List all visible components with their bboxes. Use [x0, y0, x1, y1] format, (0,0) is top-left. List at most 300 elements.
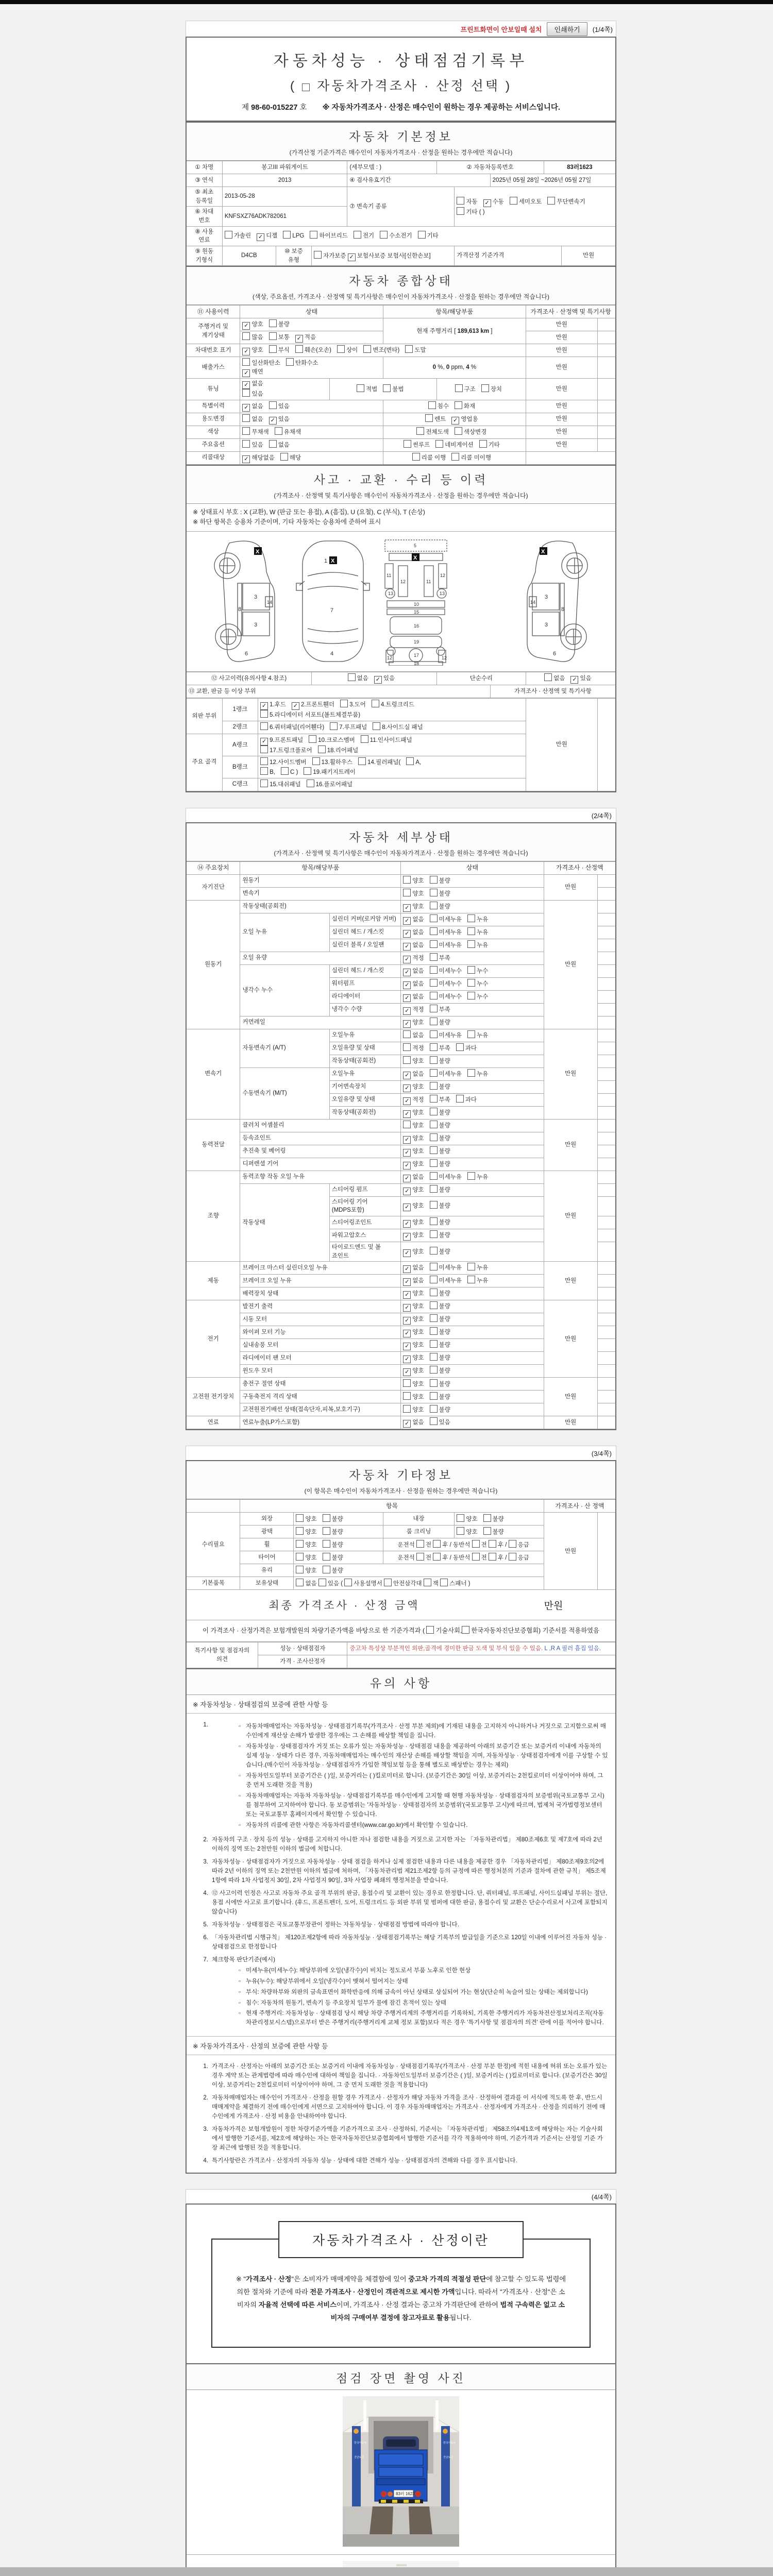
checkbox-option[interactable] [403, 876, 424, 886]
checkbox-option[interactable] [405, 345, 426, 355]
checkbox-option[interactable] [281, 767, 298, 777]
print-button[interactable]: 인쇄하기 [547, 22, 587, 36]
checkbox-option[interactable] [403, 967, 424, 976]
checkbox-option[interactable] [373, 722, 423, 732]
checkbox-option[interactable] [403, 1160, 424, 1170]
checkbox-option[interactable] [280, 453, 301, 463]
checkbox-checked[interactable]: ✓ [403, 1278, 411, 1286]
checkbox-unchecked[interactable] [430, 889, 438, 896]
checkbox-option[interactable] [430, 1327, 450, 1337]
checkbox-unchecked[interactable] [302, 83, 310, 91]
checkbox-unchecked[interactable] [544, 673, 552, 681]
checkbox-option[interactable] [430, 1340, 450, 1350]
checkbox-option[interactable] [451, 453, 491, 463]
checkbox-checked[interactable]: ✓ [403, 1110, 411, 1118]
checkbox-option[interactable] [286, 358, 318, 368]
checkbox-unchecked[interactable] [403, 1379, 411, 1387]
checkbox-option[interactable] [307, 779, 353, 789]
checkbox-unchecked[interactable] [457, 197, 464, 205]
checkbox-unchecked[interactable] [430, 914, 438, 922]
checkbox-checked[interactable]: ✓ [403, 943, 411, 951]
checkbox-unchecked[interactable] [416, 1553, 424, 1561]
checkbox-option[interactable] [430, 1108, 450, 1117]
checkbox-option[interactable] [357, 384, 377, 394]
checkbox-unchecked[interactable] [456, 1043, 464, 1051]
checkbox-unchecked[interactable] [430, 940, 438, 948]
checkbox-checked[interactable]: ✓ [403, 1072, 411, 1079]
checkbox-option[interactable] [383, 384, 404, 394]
checkbox-option[interactable] [269, 319, 290, 329]
checkbox-unchecked[interactable] [426, 1626, 434, 1634]
checkbox-option[interactable] [455, 427, 486, 437]
checkbox-checked[interactable]: ✓ [403, 1265, 411, 1273]
checkbox-option[interactable] [242, 320, 263, 330]
checkbox-unchecked[interactable] [467, 1276, 475, 1283]
checkbox-option[interactable] [455, 401, 475, 411]
checkbox-unchecked[interactable] [296, 1514, 304, 1522]
checkbox-option[interactable] [467, 1030, 488, 1040]
checkbox-option[interactable] [416, 427, 448, 437]
checkbox-unchecked[interactable] [275, 427, 282, 435]
checkbox-option[interactable] [318, 745, 358, 755]
checkbox-option[interactable] [403, 1019, 424, 1028]
checkbox-unchecked[interactable] [307, 779, 314, 787]
checkbox-option[interactable] [430, 966, 462, 976]
checkbox-unchecked[interactable] [242, 427, 250, 435]
checkbox-unchecked[interactable] [457, 207, 464, 215]
checkbox-option[interactable] [260, 757, 307, 767]
checkbox-unchecked[interactable] [384, 1579, 392, 1586]
checkbox-option[interactable] [269, 401, 290, 411]
checkbox-option[interactable] [323, 1514, 343, 1524]
checkbox-checked[interactable]: ✓ [403, 969, 411, 976]
checkbox-option[interactable] [330, 722, 367, 732]
checkbox-unchecked[interactable] [242, 358, 250, 366]
checkbox-option[interactable] [242, 380, 263, 389]
checkbox-option[interactable] [430, 876, 450, 886]
checkbox-unchecked[interactable] [430, 1379, 438, 1387]
checkbox-unchecked[interactable] [430, 1056, 438, 1064]
checkbox-option[interactable] [260, 767, 275, 777]
checkbox-unchecked[interactable] [467, 1263, 475, 1270]
checkbox-unchecked[interactable] [340, 700, 348, 707]
checkbox-option[interactable] [430, 1185, 450, 1195]
checkbox-option[interactable] [403, 1231, 424, 1241]
checkbox-unchecked[interactable] [318, 745, 326, 753]
checkbox-option[interactable] [348, 673, 368, 683]
checkbox-unchecked[interactable] [354, 231, 361, 239]
checkbox-unchecked[interactable] [304, 767, 311, 775]
checkbox-checked[interactable]: ✓ [292, 702, 299, 710]
checkbox-option[interactable] [430, 1276, 462, 1285]
checkbox-unchecked[interactable] [430, 1276, 438, 1283]
checkbox-option[interactable] [430, 1146, 450, 1156]
checkbox-option[interactable] [430, 1379, 450, 1389]
checkbox-unchecked[interactable] [310, 231, 317, 239]
checkbox-checked[interactable]: ✓ [403, 930, 411, 938]
checkbox-option[interactable] [430, 1289, 450, 1298]
checkbox-unchecked[interactable] [424, 1579, 431, 1586]
checkbox-unchecked[interactable] [467, 914, 475, 922]
checkbox-option[interactable] [430, 1005, 450, 1014]
checkbox-option[interactable] [403, 1341, 424, 1350]
checkbox-unchecked[interactable] [323, 1527, 330, 1535]
checkbox-checked[interactable]: ✓ [403, 1188, 411, 1195]
checkbox-unchecked[interactable] [430, 1185, 438, 1193]
checkbox-unchecked[interactable] [430, 1263, 438, 1270]
checkbox-option[interactable] [430, 1405, 450, 1415]
checkbox-option[interactable] [340, 700, 366, 709]
checkbox-option[interactable] [430, 1121, 450, 1130]
checkbox-checked[interactable]: ✓ [374, 676, 382, 684]
checkbox-checked[interactable]: ✓ [260, 738, 268, 745]
checkbox-option[interactable] [309, 735, 355, 745]
checkbox-option[interactable] [403, 1354, 424, 1363]
checkbox-unchecked[interactable] [286, 358, 294, 366]
checkbox-unchecked[interactable] [472, 1540, 480, 1548]
checkbox-option[interactable] [403, 1290, 424, 1299]
checkbox-option[interactable] [242, 332, 263, 342]
checkbox-unchecked[interactable] [260, 722, 268, 730]
checkbox-unchecked[interactable] [457, 1527, 464, 1535]
checkbox-option[interactable] [510, 197, 542, 207]
checkbox-option[interactable] [358, 757, 400, 767]
checkbox-option[interactable] [403, 993, 424, 1002]
checkbox-unchecked[interactable] [430, 1030, 438, 1038]
checkbox-option[interactable] [295, 333, 316, 343]
checkbox-unchecked[interactable] [323, 1566, 330, 1573]
checkbox-unchecked[interactable] [430, 927, 438, 935]
checkbox-unchecked[interactable] [405, 345, 413, 353]
checkbox-option[interactable] [430, 927, 462, 937]
checkbox-option[interactable] [260, 722, 324, 732]
checkbox-unchecked[interactable] [489, 1553, 496, 1561]
checkbox-checked[interactable]: ✓ [403, 1420, 411, 1428]
checkbox-unchecked[interactable] [416, 1540, 424, 1548]
checkbox-unchecked[interactable] [296, 1540, 304, 1548]
checkbox-unchecked[interactable] [323, 1514, 330, 1522]
checkbox-checked[interactable]: ✓ [403, 1097, 411, 1105]
checkbox-unchecked[interactable] [404, 440, 411, 448]
checkbox-unchecked[interactable] [430, 1095, 438, 1103]
checkbox-unchecked[interactable] [455, 401, 462, 409]
checkbox-unchecked[interactable] [383, 384, 391, 392]
checkbox-option[interactable] [403, 1043, 424, 1053]
checkbox-unchecked[interactable] [295, 345, 303, 353]
checkbox-option[interactable] [457, 1514, 477, 1524]
checkbox-option[interactable] [292, 701, 334, 710]
checkbox-checked[interactable]: ✓ [242, 404, 250, 412]
checkbox-option[interactable] [457, 197, 477, 207]
checkbox-option[interactable] [403, 916, 424, 925]
checkbox-option[interactable] [467, 914, 488, 924]
checkbox-option[interactable] [483, 1527, 504, 1537]
checkbox-unchecked[interactable] [403, 1043, 411, 1051]
checkbox-option[interactable] [430, 1263, 462, 1273]
checkbox-checked[interactable]: ✓ [403, 1136, 411, 1144]
checkbox-option[interactable] [242, 454, 274, 463]
checkbox-checked[interactable]: ✓ [295, 335, 303, 343]
checkbox-option[interactable] [260, 736, 303, 745]
checkbox-unchecked[interactable] [380, 231, 388, 239]
checkbox-option[interactable] [403, 1186, 424, 1195]
checkbox-unchecked[interactable] [483, 1527, 491, 1535]
checkbox-unchecked[interactable] [440, 1579, 448, 1586]
checkbox-unchecked[interactable] [403, 889, 411, 896]
checkbox-option[interactable] [467, 1263, 488, 1273]
checkbox-unchecked[interactable] [296, 1579, 304, 1586]
checkbox-option[interactable] [257, 232, 277, 241]
checkbox-unchecked[interactable] [425, 414, 433, 422]
checkbox-option[interactable] [403, 1134, 424, 1144]
checkbox-option[interactable] [430, 1043, 450, 1053]
checkbox-unchecked[interactable] [361, 735, 368, 743]
checkbox-option[interactable] [403, 1147, 424, 1157]
checkbox-unchecked[interactable] [260, 767, 268, 775]
checkbox-option[interactable] [403, 1109, 424, 1118]
checkbox-checked[interactable]: ✓ [242, 381, 250, 389]
checkbox-unchecked[interactable] [451, 453, 459, 461]
checkbox-option[interactable] [323, 1527, 343, 1537]
checkbox-checked[interactable]: ✓ [403, 1084, 411, 1092]
checkbox-unchecked[interactable] [269, 332, 277, 340]
checkbox-checked[interactable]: ✓ [403, 1233, 411, 1241]
checkbox-option[interactable] [430, 1159, 450, 1169]
checkbox-option[interactable] [242, 427, 268, 437]
checkbox-checked[interactable]: ✓ [403, 1368, 411, 1376]
checkbox-unchecked[interactable] [509, 1553, 516, 1561]
checkbox-unchecked[interactable] [547, 197, 555, 205]
checkbox-unchecked[interactable] [430, 1366, 438, 1374]
checkbox-option[interactable] [456, 1043, 477, 1053]
checkbox-unchecked[interactable] [260, 745, 268, 753]
checkbox-option[interactable] [296, 1527, 316, 1537]
checkbox-option[interactable] [418, 231, 439, 241]
checkbox-unchecked[interactable] [462, 1626, 469, 1634]
checkbox-unchecked[interactable] [430, 1121, 438, 1128]
checkbox-unchecked[interactable] [456, 1095, 464, 1103]
checkbox-option[interactable] [269, 332, 290, 342]
checkbox-option[interactable] [403, 1096, 424, 1105]
checkbox-option[interactable] [412, 453, 446, 463]
checkbox-unchecked[interactable] [348, 673, 356, 681]
checkbox-option[interactable] [481, 384, 502, 394]
checkbox-unchecked[interactable] [283, 231, 291, 239]
checkbox-option[interactable] [295, 345, 331, 355]
checkbox-checked[interactable]: ✓ [403, 1317, 411, 1325]
checkbox-option[interactable] [403, 1405, 424, 1415]
checkbox-option[interactable] [430, 1392, 450, 1402]
checkbox-unchecked[interactable] [435, 440, 443, 448]
checkbox-unchecked[interactable] [296, 1553, 304, 1561]
checkbox-option[interactable] [467, 992, 488, 1002]
checkbox-unchecked[interactable] [455, 384, 463, 392]
checkbox-unchecked[interactable] [242, 389, 250, 397]
checkbox-option[interactable] [403, 928, 424, 938]
checkbox-checked[interactable]: ✓ [242, 348, 250, 355]
checkbox-option[interactable] [430, 1082, 450, 1092]
checkbox-unchecked[interactable] [330, 722, 338, 730]
checkbox-checked[interactable]: ✓ [403, 1355, 411, 1363]
checkbox-unchecked[interactable] [430, 1405, 438, 1413]
checkbox-option[interactable] [374, 674, 395, 684]
checkbox-option[interactable] [242, 346, 263, 355]
checkbox-unchecked[interactable] [430, 953, 438, 961]
checkbox-unchecked[interactable] [406, 757, 414, 765]
checkbox-unchecked[interactable] [430, 1314, 438, 1322]
checkbox-checked[interactable]: ✓ [242, 322, 250, 330]
checkbox-unchecked[interactable] [403, 876, 411, 884]
checkbox-unchecked[interactable] [430, 1353, 438, 1361]
checkbox-unchecked[interactable] [418, 231, 426, 239]
checkbox-option[interactable] [435, 440, 474, 450]
checkbox-option[interactable] [467, 1069, 488, 1079]
checkbox-unchecked[interactable] [479, 440, 487, 448]
checkbox-unchecked[interactable] [467, 992, 475, 999]
checkbox-checked[interactable]: ✓ [242, 369, 250, 377]
checkbox-option[interactable] [372, 700, 414, 709]
checkbox-unchecked[interactable] [481, 384, 489, 392]
checkbox-checked[interactable]: ✓ [403, 904, 411, 912]
checkbox-unchecked[interactable] [430, 979, 438, 987]
print-install-notice[interactable]: 프린트화면이 안보일때 설치 [460, 25, 542, 33]
checkbox-option[interactable] [430, 953, 450, 963]
checkbox-option[interactable] [283, 231, 304, 241]
checkbox-unchecked[interactable] [457, 1514, 464, 1522]
checkbox-unchecked[interactable] [467, 966, 475, 974]
checkbox-unchecked[interactable] [269, 440, 277, 448]
checkbox-option[interactable] [260, 779, 300, 789]
checkbox-option[interactable] [242, 414, 263, 424]
checkbox-option[interactable] [296, 1540, 316, 1550]
checkbox-unchecked[interactable] [280, 453, 288, 461]
checkbox-unchecked[interactable] [509, 1540, 516, 1548]
checkbox-option[interactable] [260, 701, 286, 710]
checkbox-option[interactable] [467, 1172, 488, 1182]
checkbox-option[interactable] [403, 1083, 424, 1092]
checkbox-unchecked[interactable] [344, 1579, 352, 1586]
checkbox-option[interactable] [430, 1230, 450, 1240]
checkbox-checked[interactable]: ✓ [269, 417, 277, 425]
checkbox-checked[interactable]: ✓ [403, 994, 411, 1002]
checkbox-unchecked[interactable] [318, 1579, 326, 1586]
checkbox-option[interactable] [403, 1367, 424, 1376]
checkbox-option[interactable] [242, 358, 280, 368]
checkbox-option[interactable] [403, 1392, 424, 1402]
checkbox-unchecked[interactable] [433, 1540, 441, 1548]
checkbox-option[interactable] [483, 1514, 504, 1524]
checkbox-option[interactable] [354, 231, 374, 241]
checkbox-option[interactable] [467, 927, 488, 937]
checkbox-unchecked[interactable] [467, 979, 475, 987]
checkbox-option[interactable] [430, 1301, 450, 1311]
checkbox-option[interactable] [430, 1069, 462, 1079]
checkbox-checked[interactable]: ✓ [257, 233, 264, 241]
checkbox-unchecked[interactable] [323, 1540, 330, 1548]
checkbox-option[interactable] [430, 1201, 450, 1211]
checkbox-option[interactable] [323, 1553, 343, 1563]
checkbox-unchecked[interactable] [269, 319, 277, 327]
checkbox-checked[interactable]: ✓ [403, 917, 411, 925]
checkbox-unchecked[interactable] [242, 332, 250, 340]
checkbox-unchecked[interactable] [430, 1289, 438, 1296]
checkbox-option[interactable] [269, 440, 290, 450]
checkbox-option[interactable] [404, 440, 430, 450]
checkbox-checked[interactable]: ✓ [403, 1175, 411, 1182]
checkbox-unchecked[interactable] [430, 1133, 438, 1141]
checkbox-unchecked[interactable] [430, 1159, 438, 1167]
checkbox-option[interactable] [570, 674, 591, 684]
checkbox-checked[interactable]: ✓ [570, 676, 578, 684]
checkbox-unchecked[interactable] [296, 1566, 304, 1573]
checkbox-option[interactable] [403, 903, 424, 912]
checkbox-checked[interactable]: ✓ [403, 981, 411, 989]
checkbox-option[interactable] [337, 345, 358, 355]
checkbox-unchecked[interactable] [337, 345, 345, 353]
checkbox-option[interactable] [269, 345, 290, 355]
checkbox-option[interactable] [430, 1417, 450, 1427]
checkbox-option[interactable] [380, 231, 412, 241]
checkbox-option[interactable] [242, 389, 263, 399]
checkbox-unchecked[interactable] [430, 1201, 438, 1209]
checkbox-option[interactable] [242, 402, 263, 412]
checkbox-unchecked[interactable] [472, 1553, 480, 1561]
checkbox-option[interactable] [403, 1173, 424, 1182]
checkbox-option[interactable] [479, 440, 500, 450]
checkbox-unchecked[interactable] [430, 876, 438, 884]
checkbox-option[interactable] [547, 197, 585, 207]
checkbox-unchecked[interactable] [242, 414, 250, 422]
checkbox-option[interactable] [275, 427, 301, 437]
checkbox-unchecked[interactable] [416, 427, 424, 435]
checkbox-unchecked[interactable] [314, 251, 322, 259]
checkbox-unchecked[interactable] [296, 1527, 304, 1535]
checkbox-option[interactable] [363, 345, 399, 355]
checkbox-checked[interactable]: ✓ [348, 253, 356, 261]
checkbox-unchecked[interactable] [430, 1146, 438, 1154]
checkbox-option[interactable] [403, 1248, 424, 1257]
checkbox-option[interactable] [467, 966, 488, 976]
checkbox-option[interactable] [304, 767, 356, 777]
checkbox-unchecked[interactable] [467, 940, 475, 948]
checkbox-unchecked[interactable] [260, 710, 268, 718]
checkbox-unchecked[interactable] [373, 722, 380, 730]
checkbox-option[interactable] [430, 1030, 462, 1040]
checkbox-option[interactable] [428, 401, 449, 411]
checkbox-option[interactable] [403, 1056, 424, 1066]
checkbox-unchecked[interactable] [483, 1514, 491, 1522]
checkbox-option[interactable] [269, 415, 290, 425]
checkbox-unchecked[interactable] [260, 757, 268, 765]
checkbox-option[interactable] [456, 1095, 477, 1105]
checkbox-checked[interactable]: ✓ [242, 455, 250, 463]
checkbox-option[interactable] [361, 735, 412, 745]
checkbox-unchecked[interactable] [430, 966, 438, 974]
checkbox-unchecked[interactable] [430, 1018, 438, 1025]
checkbox-option[interactable] [430, 1217, 450, 1227]
checkbox-option[interactable] [323, 1540, 343, 1550]
checkbox-option[interactable] [430, 1366, 450, 1376]
checkbox-unchecked[interactable] [430, 1327, 438, 1335]
checkbox-checked[interactable]: ✓ [403, 1220, 411, 1228]
checkbox-option[interactable] [403, 1218, 424, 1228]
checkbox-unchecked[interactable] [225, 231, 232, 239]
checkbox-option[interactable] [430, 940, 462, 950]
checkbox-option[interactable] [403, 1328, 424, 1337]
checkbox-unchecked[interactable] [455, 427, 462, 435]
checkbox-unchecked[interactable] [467, 1172, 475, 1180]
checkbox-checked[interactable]: ✓ [403, 1249, 411, 1257]
